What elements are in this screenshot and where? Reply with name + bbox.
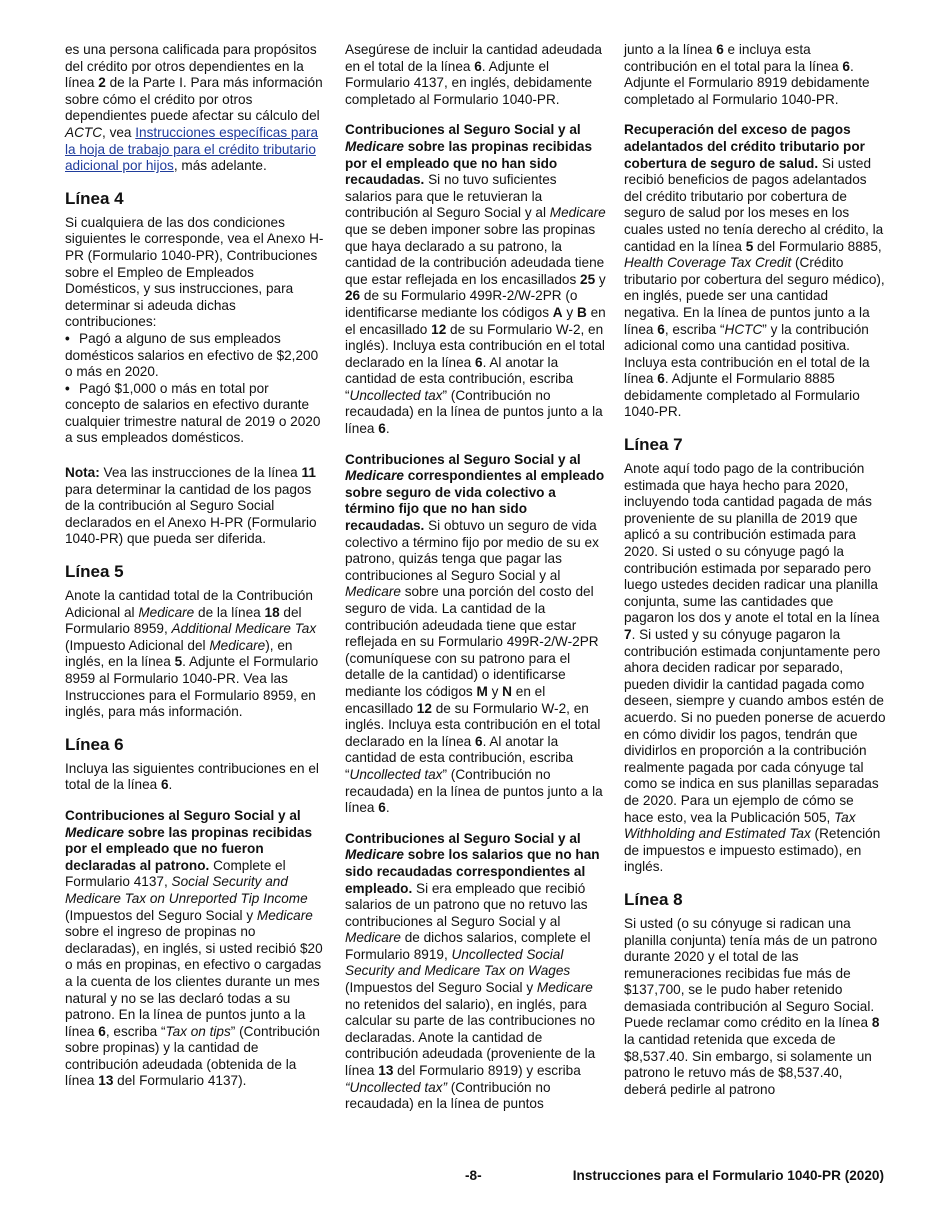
heading-linea-8: Línea 8 <box>624 889 683 909</box>
column-right <box>624 42 886 1112</box>
link-instrucciones-hoja-actc[interactable]: Instrucciones específicas para la hoja de trabajo para el crédito tributario adicional por hijos <box>65 124 319 174</box>
footer-title: Instrucciones para el Formulario 1040-PR (2020) <box>572 1168 884 1183</box>
recuperacion-paragraph: Recuperación del exceso de pagos adelantados del crédito tributario por cobertura de seguro de salud. Si usted recibió beneficios de pagos adelantados del crédito tributario por cobertura de seguro de salud por los meses en los cuales usted no tenía derecho al crédito, la cantidad en la línea 5 del Formulario 8885, Health Coverage Tax Credit (Crédito tributario por cobertura del seguro médico), en inglés, puede ser una cantidad negativa. En la línea de puntos junto a la línea 6, escriba “HCTC” y la contribución adicional como una cantidad positiva. Incluya esta contribución en el total de la línea 6. Adjunte el Formulario 8885 debidamente completado al Formulario 1040-PR. <box>624 122 885 420</box>
heading-linea-5: Línea 5 <box>65 562 124 582</box>
heading-linea-7: Línea 7 <box>624 435 683 455</box>
continuation-paragraph: Asegúrese de incluir la cantidad adeudada en el total de la línea 6. Adjunte el Formulario 4137, en inglés, debidamente completado al Formulario 1040-PR. <box>345 42 602 107</box>
column-left <box>65 42 327 1104</box>
intro-paragraph: es una persona calificada para propósitos del crédito por otros dependientes en la línea 2 de la Parte I. Para más información sobre cómo el crédito por otros dependientes puede afectar su cálculo del ACTC, vea Instrucciones específicas para la hoja de trabajo para el crédito tributario adicional por hijos, más adelante. <box>65 42 323 174</box>
propinas-no-recaudadas-paragraph: Contribuciones al Seguro Social y al Medicare sobre las propinas recibidas por el empleado que no han sido recaudadas. Si no tuvo suficientes salarios para que le retuvieran la contribución al Seguro Social y al Medicare que se deben imponer sobre las propinas que haya declarado a su patrono, la cantidad de la contribución adeudada tiene que estar reflejada en los encasillados 25 y 26 de su Formulario 499R-2/W-2PR (o identificarse mediante los códigos A y B en el encasillado 12 de su Formulario W-2, en inglés). Incluya esta contribución en el total declarado en la línea 6. Al anotar la cantidad de esta contribución, escriba “Uncollected tax” (Contribución no recaudada) en la línea de puntos junto a la línea 6. <box>345 122 606 437</box>
heading-linea-4: Línea 4 <box>65 188 124 208</box>
heading-linea-6: Línea 6 <box>65 734 124 754</box>
linea-6-paragraph: Incluya las siguientes contribuciones en el total de la línea 6. <box>65 760 319 793</box>
linea-4-paragraph: Si cualquiera de las dos condiciones siguientes le corresponde, vea el Anexo H-PR (Formulario 1040-PR), Contribuciones sobre el Empleo de Empleados Domésticos, y sus instrucciones, para determinar si adeuda dichas contribuciones: <box>65 214 324 330</box>
salarios-paragraph: Contribuciones al Seguro Social y al Medicare sobre los salarios que no han sido recaudadas correspondientes al empleado. Si era empleado que recibió salarios de un patrono que no retuvo las contribuciones al Seguro Social y al Medicare de dichos salarios, complete el Formulario 8919, Uncollected Social Security and Medicare Tax on Wages (Impuestos del Seguro Social y Medicare no retenidos del salario), en inglés, para calcular su parte de las contribuciones no declaradas. Anote la cantidad de contribución adeudada (proveniente de la línea 13 del Formulario 8919) y escriba “Uncollected tax” (Contribución no recaudada) en la línea de puntos <box>345 830 600 1112</box>
continuation-paragraph: junto a la línea 6 e incluya esta contribución en el total para la línea 6. Adjunte el Formulario 8919 debidamente completado al Formulario 1040-PR. <box>624 42 870 107</box>
column-middle <box>345 42 607 1127</box>
linea-7-paragraph: Anote aquí todo pago de la contribución estimada que haya hecho para 2020, incluyendo toda cantidad pagada de más proveniente de su planilla de 2019 que aplicó a su contribución estimada para 2020. Si usted o su cónyuge pagó la contribución estimada por separado pero luego ustedes deciden radicar una planilla conjunta, sume las cantidades que pagaron los dos y anote el total en la línea 7. Si usted y su cónyuge pagaron la contribución estimada conjuntamente pero ahora deciden radicar por separado, pueden dividir la cantidad pagada como deseen, siempre y cuando ambos estén de acuerdo. Si no pueden ponerse de acuerdo en cómo dividir los pagos, tendrán que dividirlos en proporción a la contribución realmente pagada por cada cónyuge tal como se indica en sus planillas separadas de 2020. Para un ejemplo de cómo se hace esto, vea la Publicación 505, Tax Withholding and Estimated Tax (Retención de impuestos e impuesto estimado), en inglés. <box>624 461 886 875</box>
seguro-vida-paragraph: Contribuciones al Seguro Social y al Medicare correspondientes al empleado sobre seguro de vida colectivo a término fijo que no han sido recaudadas. Si obtuvo un seguro de vida colectivo a término fijo por medio de su ex patrono, quizás tenga que pagar las contribuciones al Seguro Social y al Medicare sobre una porción del costo del seguro de vida. La cantidad de la contribución adeudada tiene que estar reflejada en su Formulario 499R-2/W-2PR (comuníquese con su patrono para el detalle de la cantidad) o identificarse mediante los códigos M y N en el encasillado 12 de su Formulario W-2, en inglés. Incluya esta contribución en el total declarado en la línea 6. Al anotar la cantidad de esta contribución, escriba “Uncollected tax” (Contribución no recaudada) en la línea de puntos junto a la línea 6. <box>345 451 605 816</box>
page-number: -8- <box>465 1168 482 1183</box>
list-item: • Pagó $1,000 o más en total por concepto de salarios en efectivo durante cualquier trimestre natural de 2019 o 2020 a sus empleados domésticos. <box>65 381 327 447</box>
linea-4-bullet-list <box>65 331 327 447</box>
nota-paragraph: Nota: Vea las instrucciones de la línea 11 para determinar la cantidad de los pagos de la contribución al Seguro Social declarados en el Anexo H-PR (Formulario 1040-PR) que pueda ser diferida. <box>65 465 317 547</box>
list-item: • Pagó a alguno de sus empleados domésticos salarios en efectivo de $2,200 o más en 2020. <box>65 331 327 381</box>
linea-8-paragraph: Si usted (o su cónyuge si radican una planilla conjunta) tenía más de un patrono durante 2020 y el total de las remuneraciones recibidas fue más de $137,700, se le pudo haber retenido demasiada contribución al Seguro Social. Puede reclamar como crédito en la línea 8 la cantidad retenida que exceda de $8,537.40. Sin embargo, si solamente un patrono le retuvo más de $8,537.40, deberá pedirle al patrono <box>624 915 880 1097</box>
linea-5-paragraph: Anote la cantidad total de la Contribución Adicional al Medicare de la línea 18 del Formulario 8959, Additional Medicare Tax (Impuesto Adicional del Medicare), en inglés, en la línea 5. Adjunte el Formulario 8959 al Formulario 1040-PR. Vea las Instrucciones para el Formulario 8959, en inglés, para más información. <box>65 588 319 720</box>
propinas-no-declaradas-paragraph: Contribuciones al Seguro Social y al Medicare sobre las propinas recibidas por el empleado que no fueron declaradas al patrono. Complete el Formulario 4137, Social Security and Medicare Tax on Unreported Tip Income (Impuestos del Seguro Social y Medicare sobre el ingreso de propinas no declaradas), en inglés, si usted recibió $20 o más en propinas, en efectivo o cargadas a la cuenta de los clientes durante un mes natural y no se las declaró todas a su patrono. En la línea de puntos junto a la línea 6, escriba “Tax on tips” (Contribución sobre propinas) y la cantidad de contribución adeudada (obtenida de la línea 13 del Formulario 4137). <box>65 807 323 1089</box>
